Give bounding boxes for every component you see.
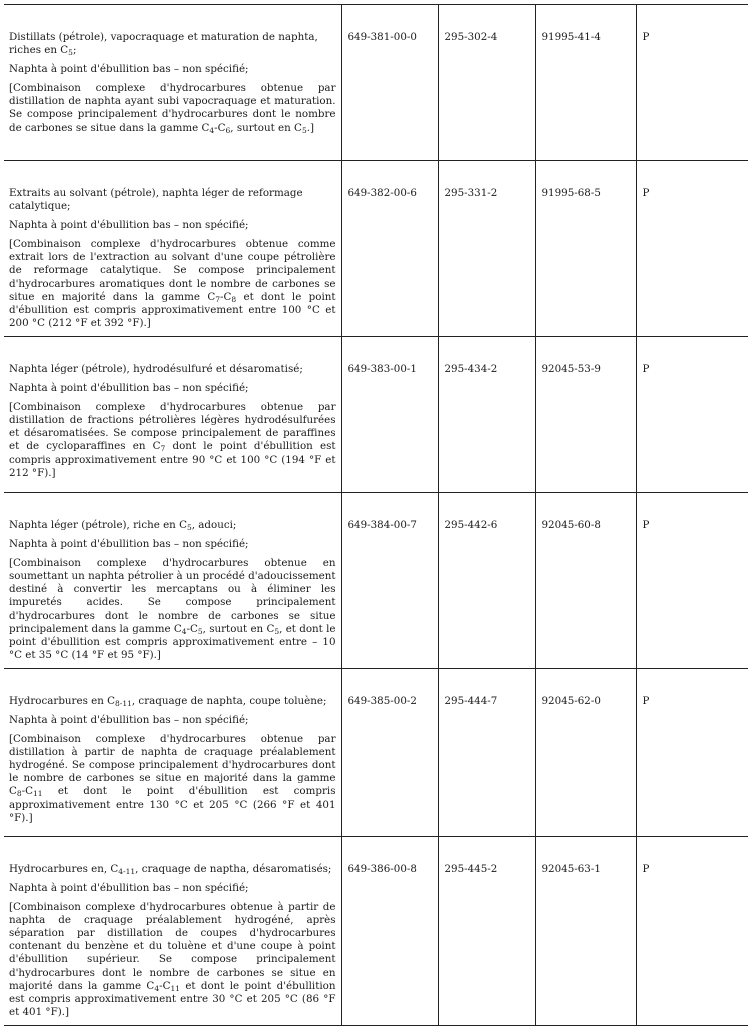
note-code: P [636,5,748,161]
document-page [4,4,748,1026]
note-code: P [636,836,748,1025]
substance-name: Hydrocarbures en, $C_{4-11}$, craquage de naptha, désaromatisés; [9,862,332,876]
table-row [4,161,748,337]
index-number: 649-382-00-6 [341,161,438,337]
substance-synonym: Naphta à point d'ébullition bas – non spécifié; [9,713,249,726]
note-code: P [636,161,748,337]
index-number: 649-384-00-7 [341,492,438,668]
substance-description: [Combinaison complexe d'hydrocarbures obtenue par distillation de fractions pétrolières légères hydrodésulfurées et désaromatisées. Se compose principalement de paraffines et de cycloparaffines en $C_7$ dont le point d'ébullition est compris approximativement entre 90 °C et 100 °C (194 °F et 212 °F).] [9,401,336,479]
substance-description: [Combinaison complexe d'hydrocarbures obtenue comme extrait lors de l'extraction au solvant d'une coupe pétrolière de reformage catalytique. Se compose principalement d'hydrocarbures aromatiques dont le nombre de carbones se situe en majorité dans la gamme $C_7-C_8$ et dont le point d'ébullition est compris approximativement entre 100 °C et 200 °C (212 °F et 392 °F).] [9,238,336,329]
cas-number: 92045-60-8 [535,492,636,668]
ec-number: 295-445-2 [438,836,535,1025]
cas-number: 92045-62-0 [535,668,636,836]
substance-name: Distillats (pétrole), vapocraquage et maturation de naphta, riches en $C_5$; [9,31,318,58]
note-code: P [636,336,748,492]
cas-number: 92045-53-9 [535,336,636,492]
substance-description: [Combinaison complexe d'hydrocarbures obtenue par distillation de naphta ayant subi vapocraquage et maturation. Se compose principalement d'hydrocarbures dont le nombre de carbones se situe dans la gamme $C_4-C_6$, surtout en $C_5$.] [9,82,336,135]
index-number: 649-381-00-0 [341,5,438,161]
ec-number: 295-331-2 [438,161,535,337]
substance-synonym: Naphta à point d'ébullition bas – non spécifié; [9,881,249,894]
cas-number: 91995-68-5 [535,161,636,337]
substance-description: [Combinaison complexe d'hydrocarbures obtenue en soumettant un naphta pétrolier à un procédé d'adoucissement destiné à convertir les mercaptans ou à éliminer les impuretés acides. Se compose principalement d'hydrocarbures dont le nombre de carbones se situe principalement dans la gamme $C_4-C_5$, surtout en $C_5$, et dont le point d'ébullition est compris approximativement entre – 10 °C et 35 °C (14 °F et 95 °F).] [9,557,336,661]
substance-name: Naphta léger (pétrole), hydrodésulfuré et désaromatisé; [9,362,303,375]
substance-synonym: Naphta à point d'ébullition bas – non spécifié; [9,382,249,395]
table-row [4,668,748,836]
cas-number: 91995-41-4 [535,5,636,161]
ec-number: 295-302-4 [438,5,535,161]
ec-number: 295-434-2 [438,336,535,492]
substance-table [4,4,748,1026]
substance-description: [Combinaison complexe d'hydrocarbures obtenue à partir de naphta de craquage préalablement hydrogéné, après séparation par distillation de coupes d'hydrocarbures contenant du benzène et du toluène et d'une coupe à point d'ébullition supérieur. Se compose principalement d'hydrocarbures dont le nombre de carbones se situe en majorité dans la gamme $C_4-C_{11}$ et dont le point d'ébullition est compris approximativement entre 30 °C et 205 °C (86 °F et 401 °F).] [9,901,336,1018]
note-code: P [636,492,748,668]
index-number: 649-386-00-8 [341,836,438,1025]
ec-number: 295-444-7 [438,668,535,836]
substance-synonym: Naphta à point d'ébullition bas – non spécifié; [9,63,249,76]
table-row [4,336,748,492]
table-row [4,836,748,1025]
index-number: 649-385-00-2 [341,668,438,836]
substance-name: Naphta léger (pétrole), riche en $C_5$, adouci; [9,518,237,532]
table-row [4,5,748,161]
index-number: 649-383-00-1 [341,336,438,492]
substance-synonym: Naphta à point d'ébullition bas – non spécifié; [9,219,249,232]
table-row [4,492,748,668]
substance-name: Hydrocarbures en $C_{8-11}$, craquage de naphta, coupe toluène; [9,694,327,708]
note-code: P [636,668,748,836]
substance-description: [Combinaison complexe d'hydrocarbures obtenue par distillation à partir de naphta de craquage préalablement hydrogéné. Se compose principalement d'hydrocarbures dont le nombre de carbones se situe en majorité dans la gamme $C_8-C_{11}$ et dont le point d'ébullition est compris approximativement entre 130 °C et 205 °C (266 °F et 401 °F).] [9,733,336,824]
cas-number: 92045-63-1 [535,836,636,1025]
substance-name: Extraits au solvant (pétrole), naphta léger de reformage catalytique; [9,187,303,213]
substance-synonym: Naphta à point d'ébullition bas – non spécifié; [9,538,249,551]
ec-number: 295-442-6 [438,492,535,668]
